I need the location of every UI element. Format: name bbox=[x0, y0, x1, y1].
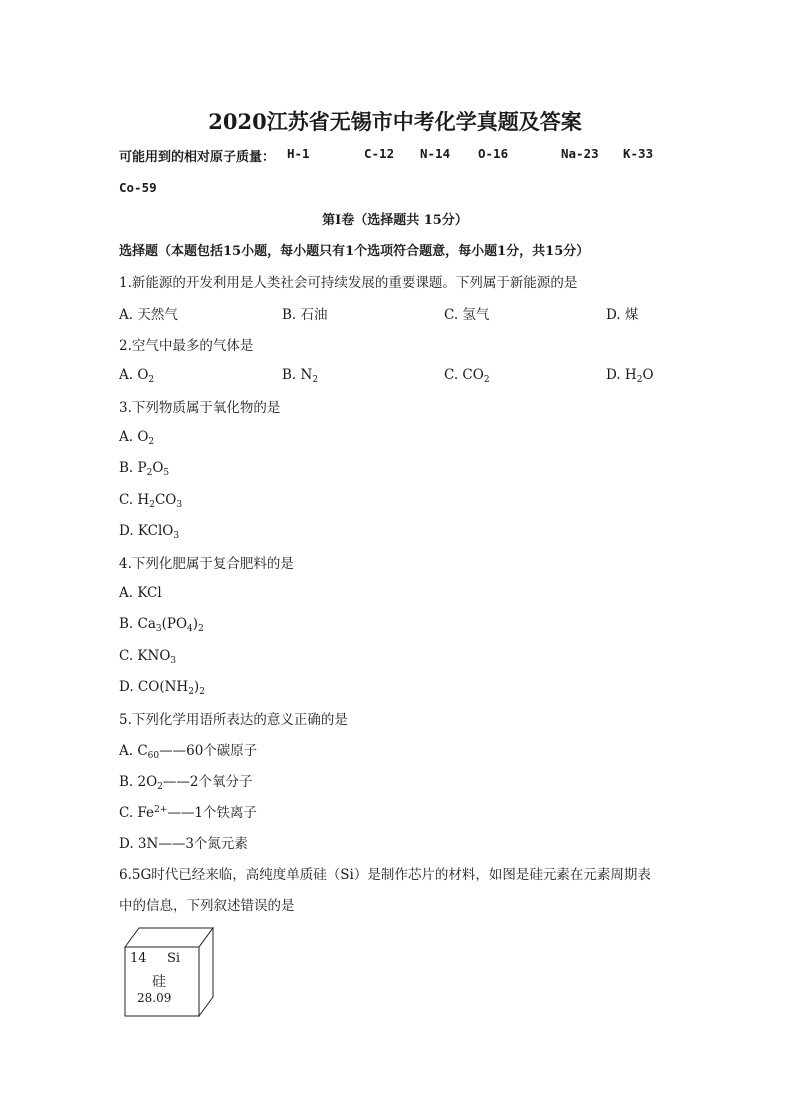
q3-option-b: B. $P_2O_5$ bbox=[119, 460, 170, 478]
q3-option-d: D. KClO$_3$ bbox=[119, 523, 180, 541]
mass-o: O-16 bbox=[478, 146, 509, 161]
q4-option-d: D. $CO(NH_2)_2$ bbox=[119, 679, 205, 697]
mass-n: N-14 bbox=[420, 146, 451, 161]
atomic-mass-label: 可能用到的相对原子质量： bbox=[119, 150, 276, 165]
q1-option-a: A. 天然气 bbox=[119, 307, 178, 323]
question-6-stem-line1: 6.5G时代已经来临，高纯度单质硅（Si）是制作芯片的材料，如图是硅元素在元素周期表 bbox=[119, 867, 651, 883]
q4-option-c: C. $KNO_3$ bbox=[119, 648, 177, 666]
element-atomic-number: 14 bbox=[130, 951, 147, 966]
question-1-stem: 1.新能源的开发利用是人类社会可持续发展的重要课题。下列属于新能源的是 bbox=[119, 275, 578, 291]
q2-option-a: A. $O_2$ bbox=[119, 367, 155, 385]
question-4-stem: 4.下列化肥属于复合肥料的是 bbox=[119, 556, 294, 572]
q5-option-a: A. $C_{60}——60$个碳原子 bbox=[119, 743, 258, 761]
q1-option-d: D. 煤 bbox=[606, 307, 639, 323]
q2-option-b: B. $N_2$ bbox=[282, 367, 319, 385]
q2-option-c: C. $CO_2$ bbox=[444, 367, 490, 385]
section-instruction: 选择题（本题包括15小题，每小题只有1个选项符合题意，每小题1分，共15分） bbox=[119, 244, 590, 259]
question-3-stem: 3.下列物质属于氧化物的是 bbox=[119, 400, 281, 416]
question-2-stem: 2.空气中最多的气体是 bbox=[119, 338, 254, 354]
mass-c: C-12 bbox=[364, 146, 395, 161]
q1-option-c: C. 氢气 bbox=[444, 307, 490, 323]
q5-option-d: D. 3N——3个氮元素 bbox=[119, 836, 248, 852]
element-symbol: Si bbox=[167, 951, 181, 966]
section-title: 第Ⅰ卷（选择题共 15分） bbox=[322, 213, 468, 228]
question-6-stem-line2: 中的信息，下列叙述错误的是 bbox=[119, 898, 295, 914]
mass-h: H-1 bbox=[287, 146, 310, 161]
q4-option-b: B. $Ca_3(PO_4)_2$ bbox=[119, 616, 204, 634]
element-atomic-mass: 28.09 bbox=[137, 991, 172, 1005]
q3-option-c: C. $H_2CO_3$ bbox=[119, 492, 183, 510]
q1-option-b: B. 石油 bbox=[282, 307, 328, 323]
q2-option-d: D. $H_2O$ bbox=[606, 367, 654, 385]
q4-option-a: A. KCl bbox=[119, 585, 162, 601]
element-name: 硅 bbox=[152, 974, 166, 990]
page-title: 2020江苏省无锡市中考化学真题及答案 bbox=[208, 109, 582, 134]
mass-co: Co-59 bbox=[119, 180, 157, 195]
silicon-element-card bbox=[119, 925, 215, 1017]
q5-option-c: C. $Fe^{2+}——1$个铁离子 bbox=[119, 805, 257, 821]
q5-option-b: B. $2O_2——2$个氧分子 bbox=[119, 774, 253, 792]
mass-k: K-33 bbox=[623, 146, 654, 161]
question-5-stem: 5.下列化学用语所表达的意义正确的是 bbox=[119, 712, 348, 728]
q3-option-a: A. $O_2$ bbox=[119, 429, 155, 447]
mass-na: Na-23 bbox=[561, 146, 599, 161]
